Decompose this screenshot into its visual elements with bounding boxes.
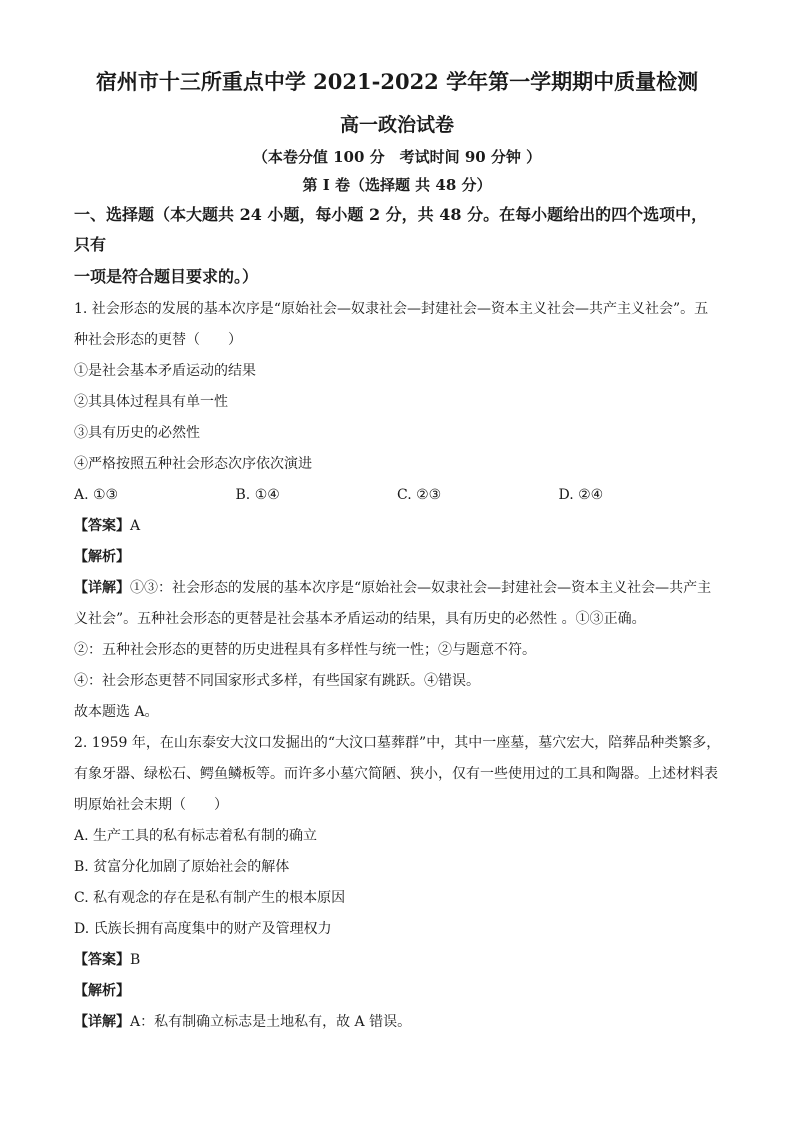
q1-options bbox=[74, 480, 720, 511]
q2-stem-line-1: 2. 1959 年，在山东泰安大汶口发掘出的“大汶口墓葬群”中，其中一座墓，墓穴宏大，陪葬品种类繁多， bbox=[74, 735, 721, 751]
q1-statement-3: ③具有历史的必然性 bbox=[74, 425, 200, 441]
section-instruction-line-1: 一、选择题（本大题共 24 小题，每小题 2 分，共 48 分。在每小题给出的四个选项中，只有 bbox=[74, 205, 708, 254]
q2-answer bbox=[74, 945, 720, 976]
q1-answer-tag: 【答案】 bbox=[74, 518, 130, 534]
q1-stem-line-1: 1. 社会形态的发展的基本次序是“原始社会—奴隶社会—封建社会—资本主义社会—共产主义社会”。五 bbox=[74, 301, 709, 317]
exam-title: 宿州市十三所重点中学 2021-2022 学年第一学期期中质量检测 bbox=[95, 69, 699, 94]
q1-detail-line-2: 义社会”。五种社会形态的更替是社会基本矛盾运动的结果，具有历史的必然性 。①③正确。 bbox=[74, 611, 646, 627]
q2-detail-line-1 bbox=[74, 1007, 720, 1038]
q1-detail-tag: 【详解】 bbox=[74, 580, 130, 596]
q2-analysis-tag: 【解析】 bbox=[74, 983, 130, 999]
q1-answer bbox=[74, 511, 720, 542]
q1-analysis bbox=[74, 542, 720, 573]
question-2 bbox=[74, 728, 720, 1038]
q1-conclusion: 故本题选 A。 bbox=[74, 704, 159, 720]
exam-subtitle: 高一政治试卷 bbox=[339, 114, 454, 136]
q2-analysis bbox=[74, 976, 720, 1007]
q1-detail-line-4: ④：社会形态更替不同国家形式多样，有些国家有跳跃。④错误。 bbox=[74, 673, 480, 689]
q2-detail-text-1: A：私有制确立标志是土地私有，故 A 错误。 bbox=[130, 1014, 412, 1030]
q1-option-c: C. ②③ bbox=[397, 487, 442, 503]
q2-answer-tag: 【答案】 bbox=[74, 952, 130, 968]
q2-option-b: B. 贫富分化加剧了原始社会的解体 bbox=[74, 859, 290, 875]
q2-option-c: C. 私有观念的存在是私有制产生的根本原因 bbox=[74, 890, 346, 906]
section-title: 第 I 卷（选择题 共 48 分） bbox=[302, 176, 492, 194]
q1-option-b: B. ①④ bbox=[235, 487, 280, 503]
q2-answer-value: B bbox=[130, 952, 141, 968]
q1-detail-line-1 bbox=[74, 573, 720, 604]
q1-statement-2: ②其具体过程具有单一性 bbox=[74, 394, 228, 410]
q2-option-a: A. 生产工具的私有标志着私有制的确立 bbox=[74, 828, 318, 844]
q1-option-a: A. ①③ bbox=[74, 487, 119, 503]
q1-stem-line-2: 种社会形态的更替（ ） bbox=[74, 332, 242, 348]
q2-stem-line-2: 有象牙器、绿松石、鳄鱼鳞板等。而许多小墓穴简陋、狭小，仅有一些使用过的工具和陶器。上述材料表 bbox=[74, 766, 718, 782]
q2-option-d: D. 氏族长拥有高度集中的财产及管理权力 bbox=[74, 921, 332, 937]
q1-statement-1: ①是社会基本矛盾运动的结果 bbox=[74, 363, 256, 379]
q1-analysis-tag: 【解析】 bbox=[74, 549, 130, 565]
q2-detail-tag: 【详解】 bbox=[74, 1014, 130, 1030]
q1-detail-text-1: ①③：社会形态的发展的基本次序是“原始社会—奴隶社会—封建社会—资本主义社会—共产主 bbox=[130, 580, 712, 596]
q1-answer-value: A bbox=[130, 518, 141, 534]
q1-statement-4: ④严格按照五种社会形态次序依次演进 bbox=[74, 456, 312, 472]
question-1 bbox=[74, 294, 720, 728]
q1-option-d: D. ②④ bbox=[558, 487, 604, 503]
q2-stem-line-3: 明原始社会末期（ ） bbox=[74, 797, 228, 813]
q1-detail-line-3: ②：五种社会形态的更替的历史进程具有多样性与统一性；②与题意不符。 bbox=[74, 642, 536, 658]
section-instruction-line-2: 一项是符合题目要求的。） bbox=[74, 267, 259, 286]
exam-score-note: （本卷分值 100 分 考试时间 90 分钟 ） bbox=[252, 148, 542, 166]
